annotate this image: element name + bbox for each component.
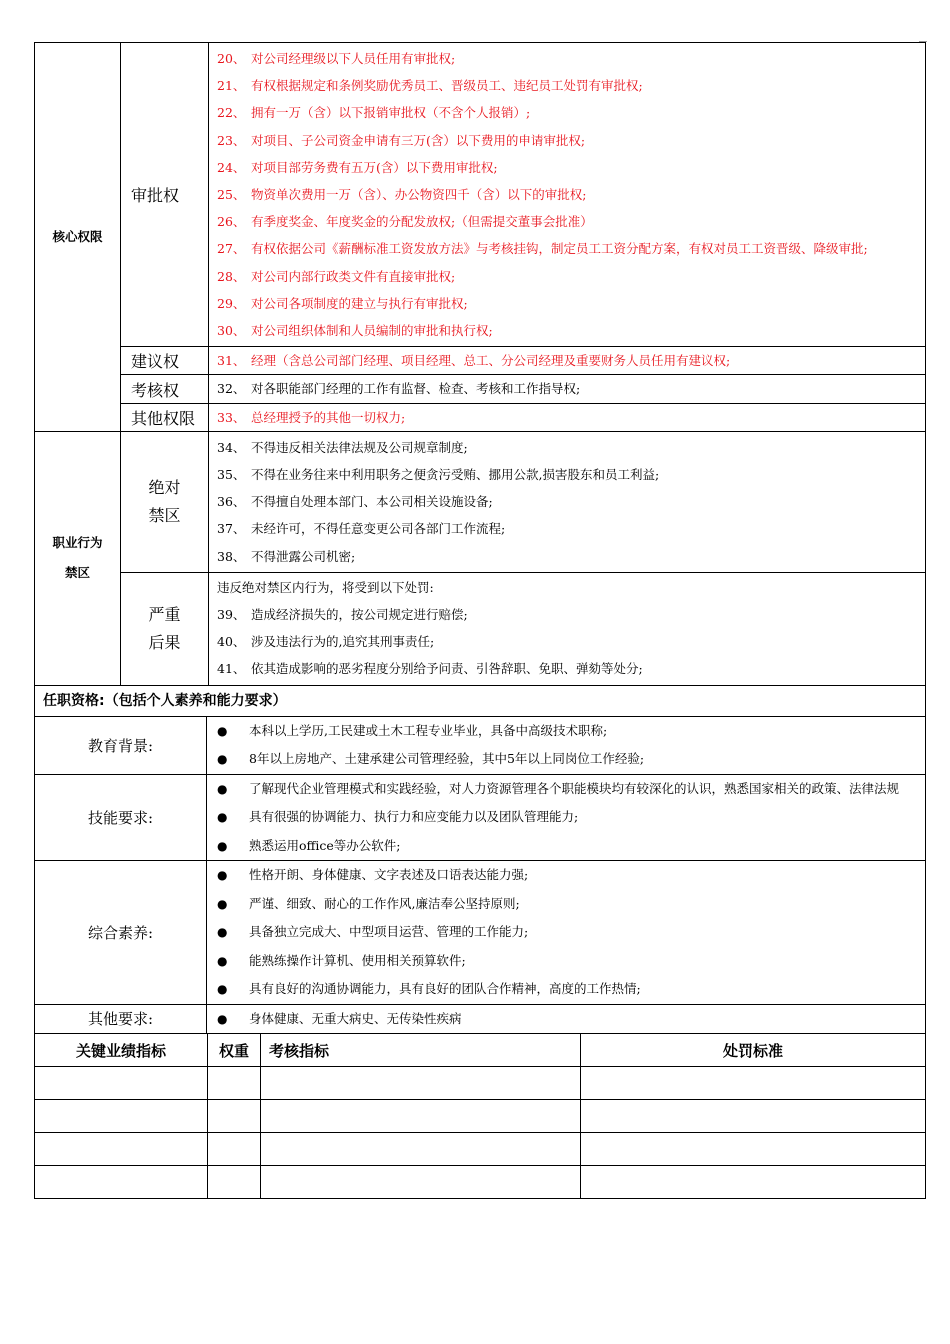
list-item: 25、 物资单次费用一万（含）、办公物资四千（含）以下的审批权; [217,187,587,203]
list-item: 26、 有季度奖金、年度奖金的分配发放权;（但需提交董事会批准） [217,214,593,230]
list-item: 28、 对公司内部行政类文件有直接审批权; [217,268,456,284]
list-item: ● 具有很强的协调能力、执行力和应变能力以及团队管理能力; [217,809,579,825]
list-item: ● 本科以上学历,工民建或土木工程专业毕业，具备中高级技术职称; [217,722,608,738]
suggest-label: 建议权 [121,347,209,375]
list-item: 40、 涉及违法行为的,追究其刑事责任; [217,634,435,650]
list-item: ● 严谨、细致、耐心的工作作风,廉洁奉公坚持原则; [217,895,520,911]
list-item: 27、 有权依据公司《薪酬标准工资发放方法》与考核挂钩，制定员工工资分配方案，有权对员工工资晋级、降级审批; [217,241,868,257]
kpi-table [34,1033,926,1199]
table-row [35,1166,926,1199]
kpi-header: 关键业绩指标 [35,1034,208,1067]
list-item: 34、 不得违反相关法律法规及公司规章制度; [217,439,468,455]
list-item: 37、 未经许可，不得任意变更公司各部门工作流程; [217,521,506,537]
consequence-items [209,572,926,685]
consequence-row [35,572,926,685]
table-row [35,1100,926,1133]
list-item: 36、 不得擅自处理本部门、本公司相关设施设备; [217,494,493,510]
list-item: 29、 对公司各项制度的建立与执行有审批权; [217,295,468,311]
list-item: 24、 对项目部劳务费有五万(含）以下费用审批权; [217,159,498,175]
assessment-header: 考核指标 [261,1034,581,1067]
other-requirements-row [35,1004,926,1034]
forbidden-items [209,431,926,572]
list-item: 41、 依其造成影响的恶劣程度分别给予问责、引咎辞职、免职、弹劾等处分; [217,661,643,677]
assess-label: 考核权 [121,375,209,403]
list-item: 22、 拥有一万（含）以下报销审批权（不含个人报销）; [217,105,531,121]
list-item: ● 身体健康、无重大病史、无传染性疾病 [217,1010,462,1026]
suggest-row [35,347,926,375]
table-row [35,1067,926,1100]
list-item: ● 了解现代企业管理模式和实践经验，对人力资源管理各个职能模块均有较深化的认识，熟悉国家相关的政策、法律法规 [217,780,900,796]
education-label: 教育背景: [35,716,207,774]
quality-label: 综合素养: [35,861,207,1005]
other-authority-row [35,403,926,431]
list-item: 33、 总经理授予的其他一切权力; [217,409,406,425]
list-item: 31、 经理（含总公司部门经理、项目经理、总工、分公司经理及重要财务人员任用有建议权; [217,353,731,369]
skills-row [35,774,926,861]
conduct-label: 职业行为 禁区 [35,431,121,685]
skills-label: 技能要求: [35,774,207,861]
approval-items [209,43,926,347]
weight-header: 权重 [208,1034,261,1067]
forbidden-label: 绝对 禁区 [121,431,209,572]
list-item: 21、 有权根据规定和条例奖励优秀员工、晋级员工、违纪员工处罚有审批权; [217,78,643,94]
list-item: 23、 对项目、子公司资金申请有三万(含）以下费用的申请审批权; [217,132,586,148]
list-item: ● 8年以上房地产、土建承建公司管理经验，其中5年以上同岗位工作经验; [217,751,645,767]
list-item: 32、 对各职能部门经理的工作有监督、检查、考核和工作指导权; [217,381,581,397]
other-requirements-label: 其他要求: [35,1004,207,1034]
list-item: ● 具有良好的沟通协调能力，具有良好的团队合作精神，高度的工作热情; [217,981,641,997]
qualification-title: 任职资格:（包括个人素养和能力要求） [35,685,926,716]
consequence-label: 严重 后果 [121,572,209,685]
list-item: ● 熟悉运用office等办公软件; [217,837,401,853]
list-item: 38、 不得泄露公司机密; [217,548,356,564]
consequence-intro: 违反绝对禁区内行为，将受到以下处罚: [217,579,434,595]
list-item: ● 能熟练操作计算机、使用相关预算软件; [217,952,466,968]
list-item: 30、 对公司组织体制和人员编制的审批和执行权; [217,323,493,339]
kpi-header-row [35,1034,926,1067]
table-row [35,1133,926,1166]
quality-row [35,861,926,1005]
list-item: 35、 不得在业务往来中利用职务之便贪污受贿、挪用公款,损害股东和员工利益; [217,467,660,483]
core-authority-label: 核心权限 [35,43,121,432]
other-authority-label: 其他权限 [121,403,209,431]
list-item: ● 性格开朗、身体健康、文字表述及口语表达能力强; [217,867,529,883]
forbidden-row [35,431,926,572]
education-row [35,716,926,774]
assess-row [35,375,926,403]
job-description-page [34,42,926,1199]
approval-label: 审批权 [121,43,209,347]
penalty-header: 处罚标准 [581,1034,926,1067]
list-item: 39、 造成经济损失的，按公司规定进行赔偿; [217,607,468,623]
approval-row [35,43,926,347]
authority-table [34,42,926,686]
list-item: ● 具备独立完成大、中型项目运营、管理的工作能力; [217,924,529,940]
list-item: 20、 对公司经理级以下人员任用有审批权; [217,51,456,66]
qualification-table [34,685,926,1035]
